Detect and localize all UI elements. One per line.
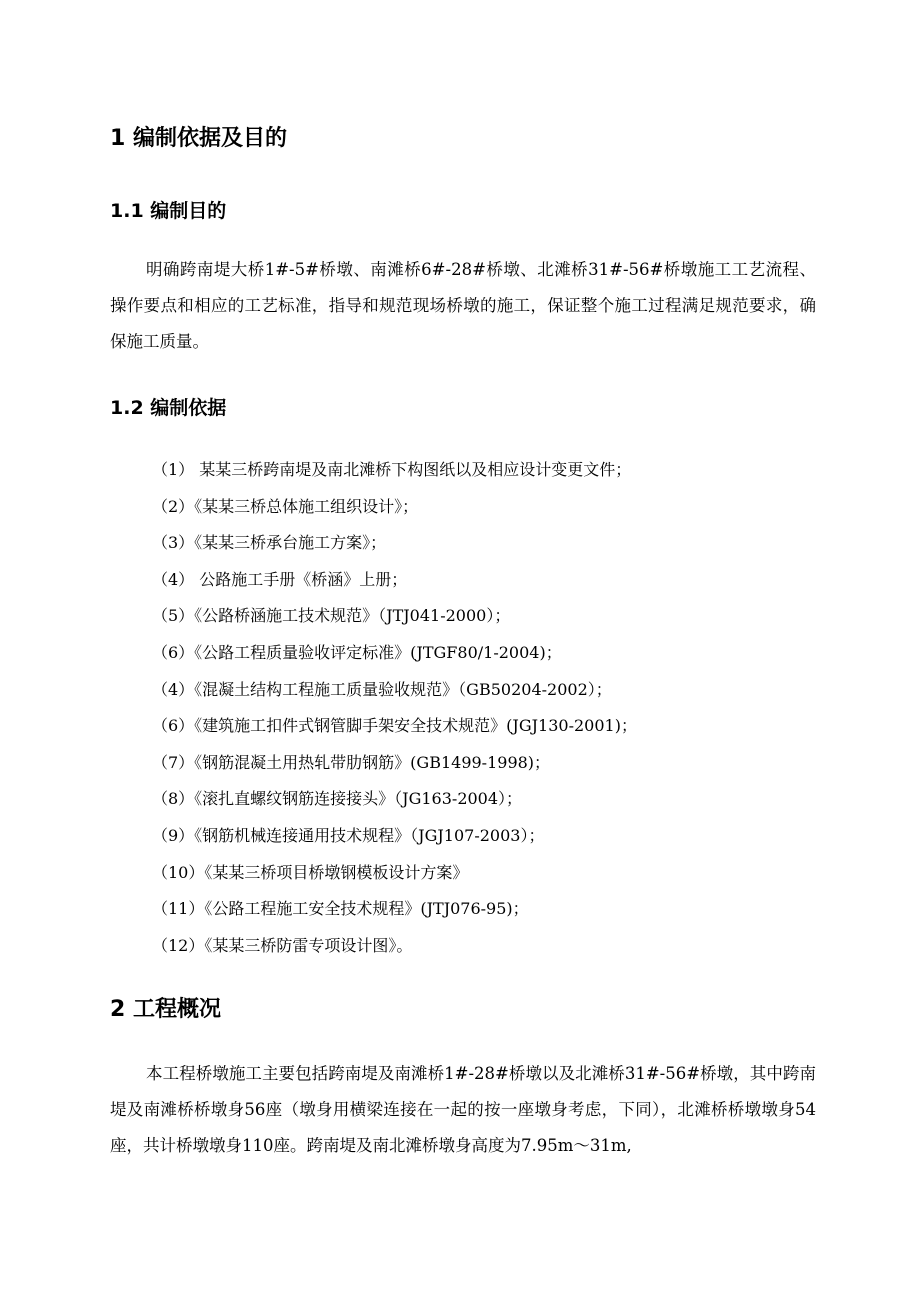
section-2-paragraph: 本工程桥墩施工主要包括跨南堤及南滩桥1#-28#桥墩以及北滩桥31#-56#桥墩，其中跨南堤及南滩桥桥墩身56座（墩身用横梁连接在一起的按一座墩身考虑，下同），北滩桥桥墩墩身54座，共计桥墩墩身110座。跨南堤及南北滩桥墩身高度为7.95m～31m,	[110, 1064, 816, 1155]
basis-item: （3）《某某三桥承台施工方案》；	[152, 533, 387, 553]
basis-item: （6）《公路工程质量验收评定标准》(JTGF80/1-2004)；	[152, 642, 562, 662]
basis-item: （10）《某某三桥项目桥墩钢模板设计方案》	[152, 862, 469, 882]
section-1-1-paragraph: 明确跨南堤大桥1#-5#桥墩、南滩桥6#-28#桥墩、北滩桥31#-56#桥墩施工工艺流程、操作要点和相应的工艺标准，指导和规范现场桥墩的施工，保证整个施工过程满足规范要求，确保施工质量。	[110, 260, 816, 351]
section-1-heading: 1 编制依据及目的	[110, 126, 287, 151]
basis-item: （5）《公路桥涵施工技术规范》（JTJ041-2000）；	[152, 606, 511, 626]
basis-item: （7）《钢筋混凝土用热轧带肋钢筋》(GB1499-1998)；	[152, 752, 551, 772]
basis-list	[152, 452, 637, 964]
section-1-2-heading: 1.2 编制依据	[110, 397, 227, 419]
basis-item: （1） 某某三桥跨南堤及南北滩桥下构图纸以及相应设计变更文件；	[152, 460, 632, 479]
basis-item: （4） 公路施工手册《桥涵》上册；	[152, 569, 408, 589]
basis-item: （8）《滚扎直螺纹钢筋连接接头》（JG163-2004）；	[152, 789, 523, 809]
basis-item: （2）《某某三桥总体施工组织设计》；	[152, 496, 419, 516]
basis-item: （6）《建筑施工扣件式钢管脚手架安全技术规范》(JGJ130-2001)；	[152, 716, 637, 736]
basis-item: （11）《公路工程施工安全技术规程》(JTJ076-95)；	[152, 899, 529, 919]
basis-item: （9）《钢筋机械连接通用技术规程》（JGJ107-2003）；	[152, 825, 545, 845]
section-2-heading: 2 工程概况	[110, 997, 221, 1022]
basis-item: （4）《混凝土结构工程施工质量验收规范》（GB50204-2002）；	[152, 679, 612, 699]
section-1-1-heading: 1.1 编制目的	[110, 200, 227, 222]
basis-item: （12）《某某三桥防雷专项设计图》。	[152, 935, 413, 955]
